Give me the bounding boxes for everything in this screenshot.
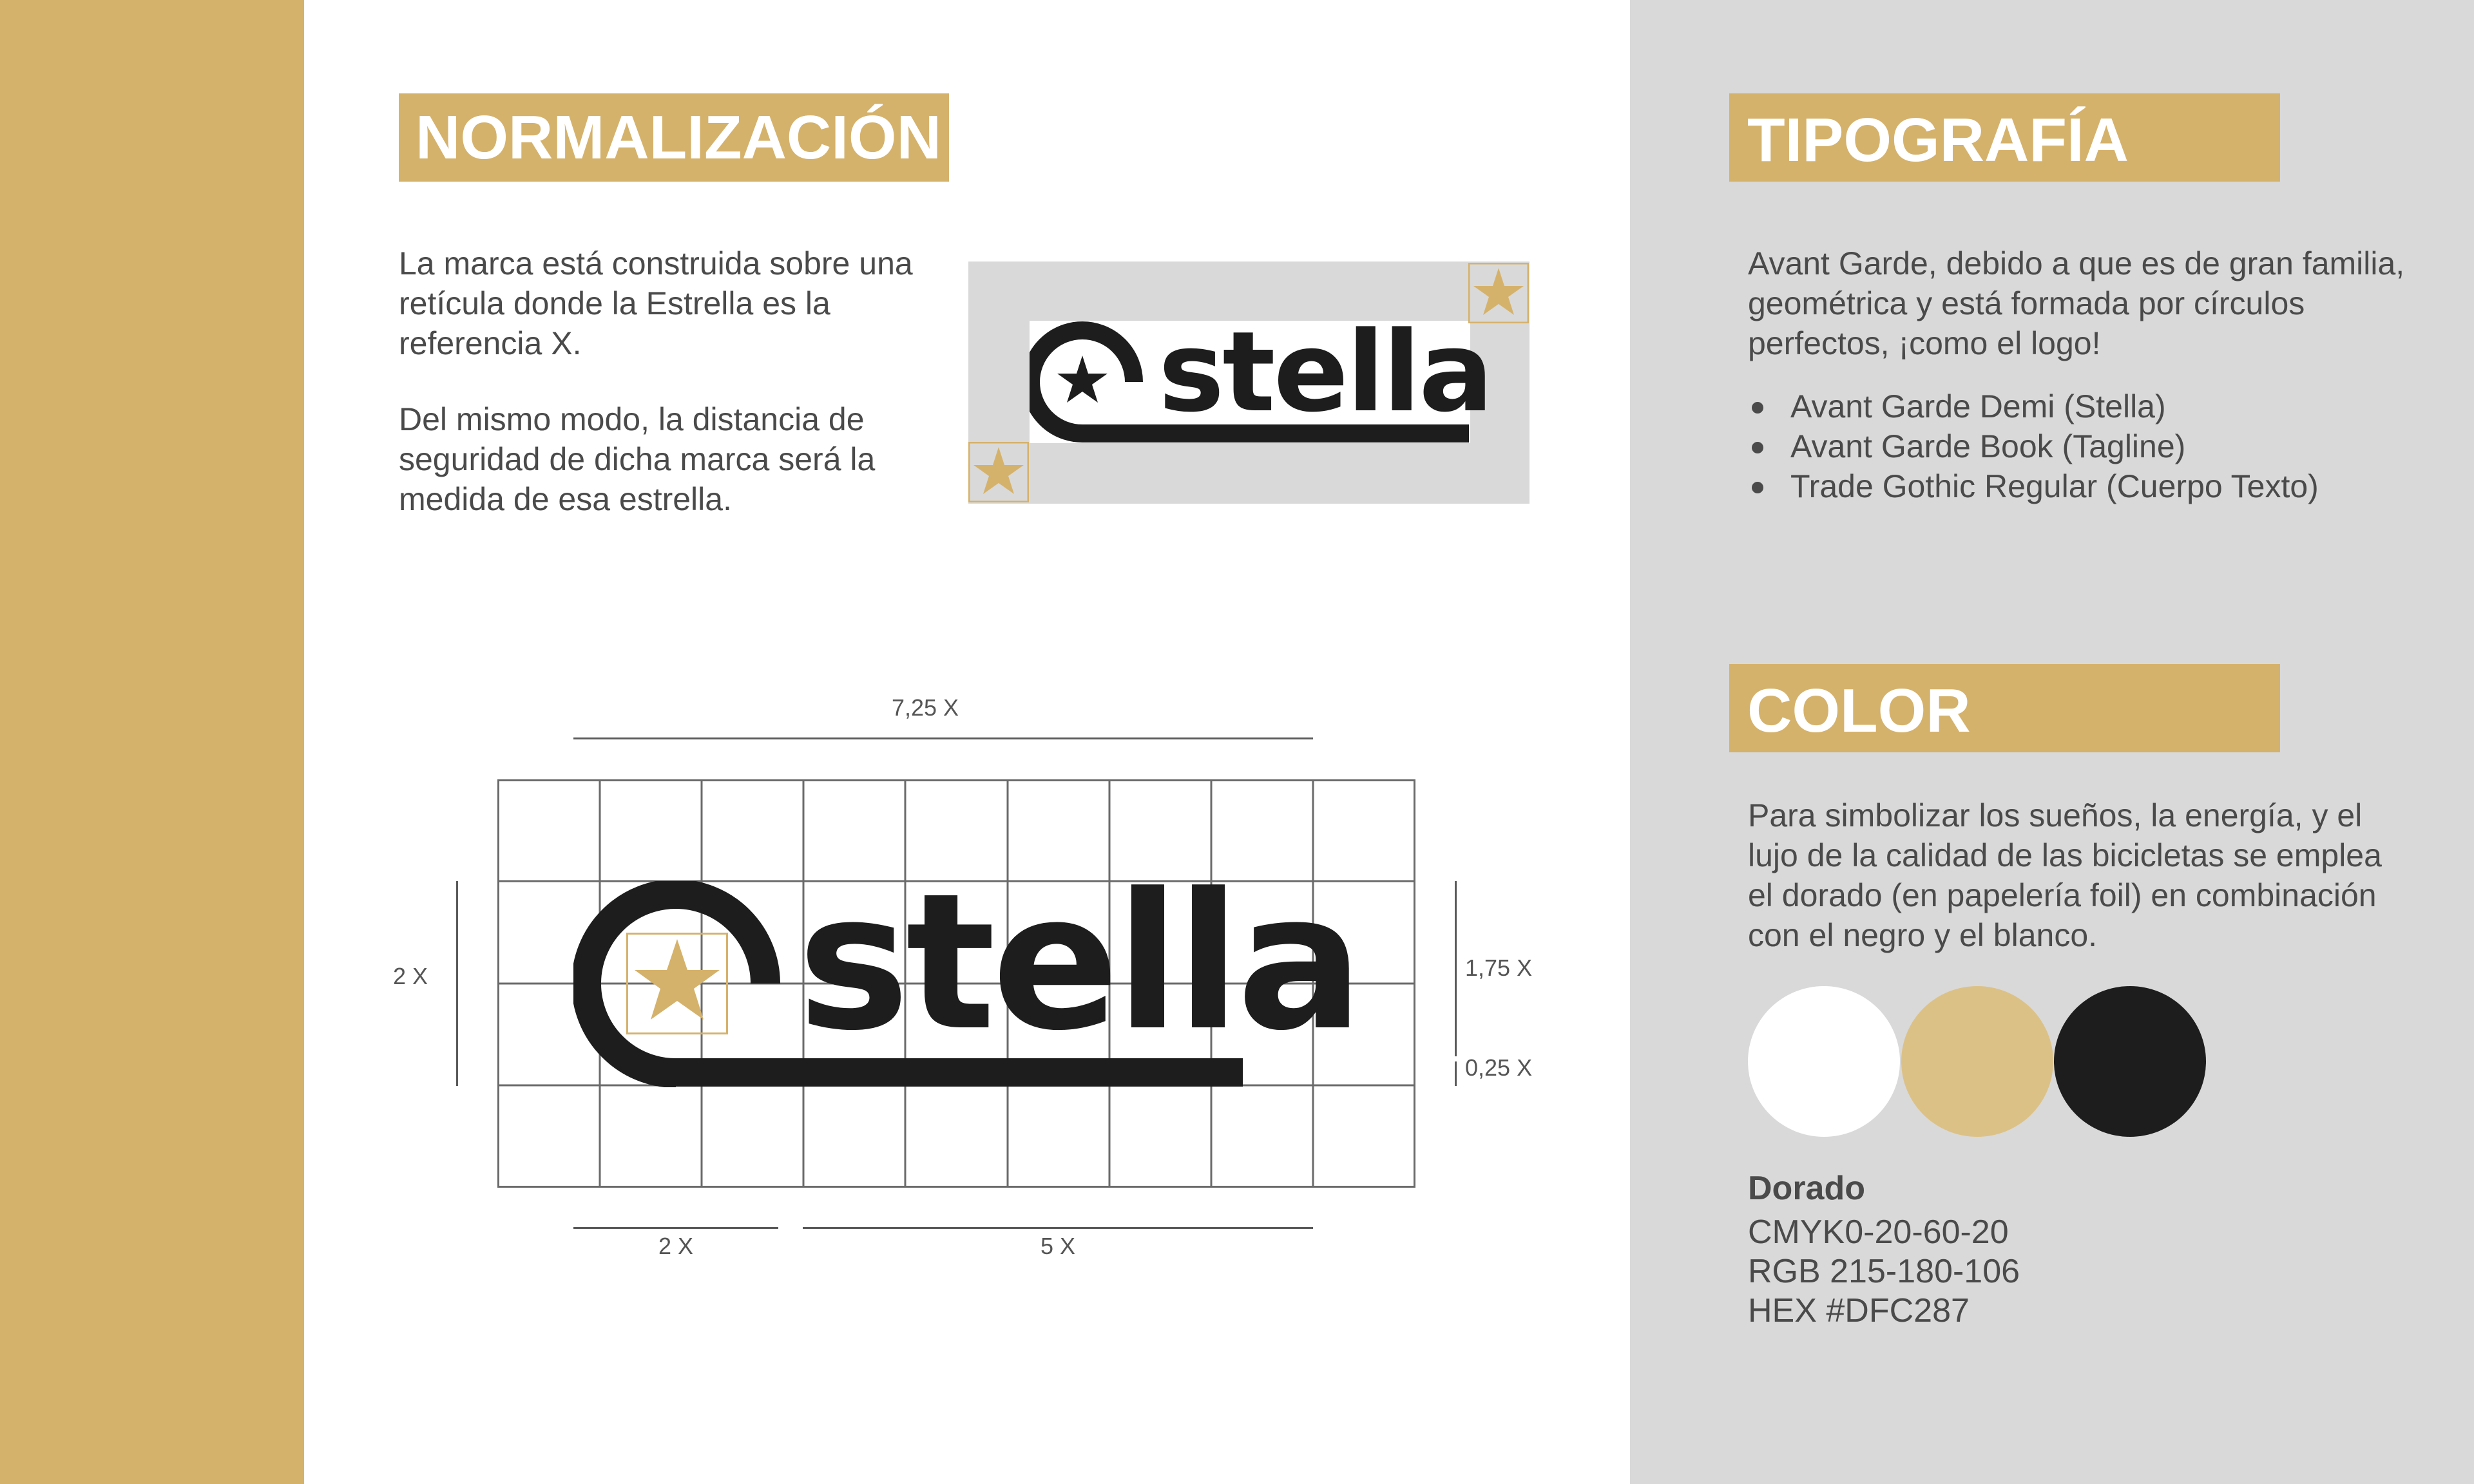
dim-line-letter-height [1455,881,1457,1056]
tipografia-heading: TIPOGRAFÍA [1729,93,2280,182]
dim-line-total-height [456,881,458,1086]
hex-value: #DFC287 [1826,1292,1970,1329]
rgb-label: RGB [1748,1253,1821,1290]
star-unit-bottom [968,442,1029,502]
bullet-icon [1752,442,1763,453]
font-name: Avant Garde Demi (Stella) [1790,388,2166,424]
dim-label-letter-height: 1,75 X [1465,955,1533,981]
color-spec-title: Dorado [1748,1170,1865,1207]
font-name: Trade Gothic Regular (Cuerpo Texto) [1790,468,2319,504]
dim-label-bar-height: 0,25 X [1465,1054,1533,1081]
cmyk-value: 0-20-60-20 [1845,1213,2009,1251]
font-name: Avant Garde Book (Tagline) [1790,428,2186,464]
left-gold-strip [0,0,304,1484]
swatch-gold [1901,986,2053,1137]
normalizacion-text [399,243,927,519]
bullet-icon [1752,482,1763,493]
bullet-icon [1752,402,1763,414]
star-icon [1468,263,1529,323]
logo-word-large: stella [798,853,1360,1072]
star-icon [968,442,1029,502]
hex-label: HEX [1748,1292,1817,1329]
font-list-item [1748,466,2431,506]
font-list-item [1748,426,2431,466]
color-paragraph: Para simbolizar los sueños, la energía, y el lujo de la calidad de las bicicletas se emplea el dorado (en papelería foil) en combinación con el negro y el blanco. [1748,797,2382,953]
font-list-item [1748,386,2431,426]
swatch-white [1748,986,1900,1137]
dim-label-e-width: 2 X [658,1233,694,1259]
star-icon [626,933,728,1034]
color-spec-hex [1748,1291,1970,1330]
color-spec-rgb [1748,1252,2020,1291]
tipografia-paragraph: Avant Garde, debido a que es de gran familia, geométrica y está formada por círculos perfectos, ¡como el logo! [1748,245,2405,361]
logo-word-small: stella [1158,307,1492,437]
dim-line-e-width [573,1227,778,1229]
color-heading: COLOR [1729,664,2280,752]
dim-line-total-width [573,737,1313,739]
normalizacion-paragraph-1: La marca está construida sobre una retícula donde la Estrella es la referencia X. [399,245,913,361]
rgb-value: 215-180-106 [1830,1253,2020,1290]
normalizacion-paragraph-2: Del mismo modo, la distancia de seguridad de dicha marca será la medida de esa estrella. [399,401,876,517]
logo-small [1030,307,1492,444]
dim-line-bar-height [1455,1061,1457,1086]
normalizacion-heading: NORMALIZACIÓN [399,93,949,182]
dim-line-word-width [803,1227,1313,1229]
swatch-black [2054,986,2206,1137]
dim-label-total-width: 7,25 X [891,694,959,721]
dim-label-total-height: 2 X [393,963,428,989]
dim-label-word-width: 5 X [1040,1233,1076,1259]
star-unit-top [1468,263,1529,323]
font-list [1748,386,2431,506]
cmyk-label: CMYK [1748,1213,1845,1251]
color-spec-cmyk [1748,1213,2009,1251]
star-unit-grid [626,933,728,1034]
